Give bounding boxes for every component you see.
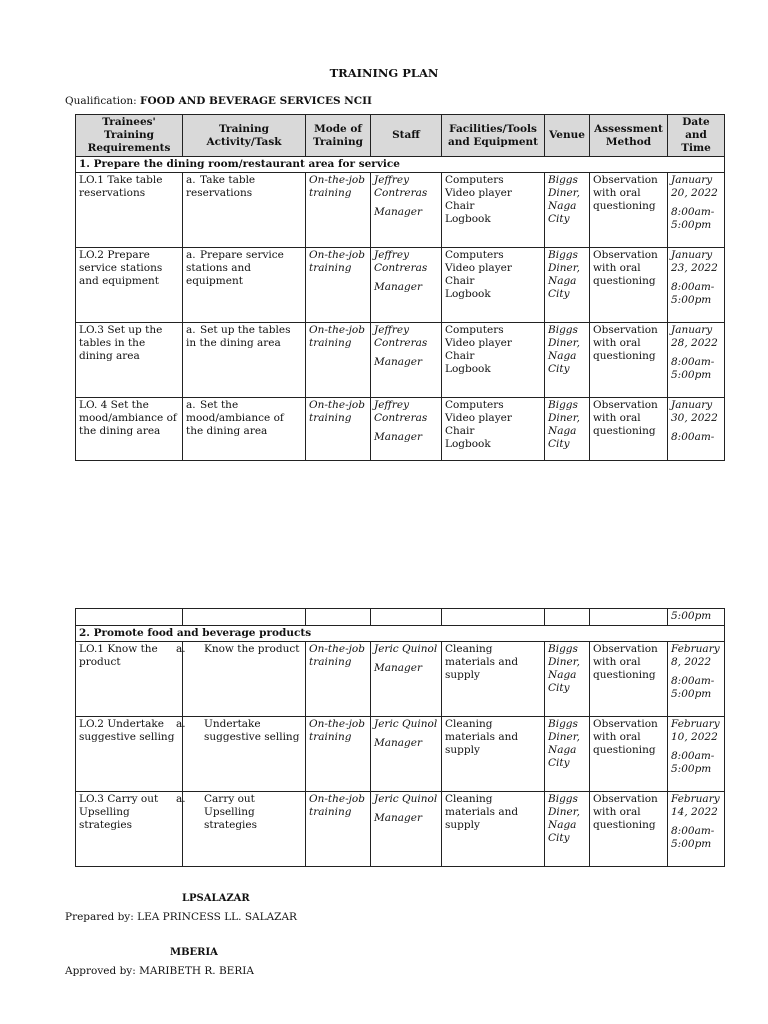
assessment-cell: Observation with oral questioning — [590, 642, 668, 717]
staff-role: Manager — [374, 737, 422, 749]
facility-item: Computers — [445, 399, 504, 411]
staff-name: Jeffrey Contreras — [374, 249, 428, 274]
header-mode: Mode of Training — [306, 115, 371, 157]
staff-name: Jeric Quinol — [374, 793, 438, 805]
activity-marker: a. — [186, 249, 196, 261]
qualification-line — [65, 95, 372, 107]
activity-cell — [176, 642, 306, 717]
date-time-cell — [668, 173, 725, 248]
time-text: 8:00am-5:00pm — [671, 356, 715, 381]
staff-cell — [371, 248, 442, 323]
time-text: 8:00am-5:00pm — [671, 675, 715, 700]
staff-role: Manager — [374, 206, 422, 218]
approved-name: MARIBETH R. BERIA — [139, 965, 254, 977]
facility-item: Video player — [445, 262, 512, 274]
facility-item: Computers — [445, 324, 504, 336]
prepared-label: Prepared by: — [65, 911, 134, 923]
table-row — [76, 323, 725, 398]
mode-cell: On-the-job training — [306, 323, 371, 398]
facilities-cell: Cleaning materials and supply — [442, 792, 545, 867]
mode-cell: On-the-job training — [306, 717, 371, 792]
facility-item: Chair — [445, 275, 475, 287]
date-time-cell — [668, 717, 725, 792]
date-text: January 28, 2022 — [671, 324, 718, 349]
requirement-cell: LO.2 Undertake suggestive selling — [76, 717, 183, 792]
activity-cell — [176, 717, 306, 792]
facility-item: Logbook — [445, 438, 491, 450]
approved-label: Approved by: — [65, 965, 136, 977]
header-requirements: Trainees' Training Requirements — [76, 115, 183, 157]
staff-name: Jeffrey Contreras — [374, 174, 428, 199]
assessment-cell: Observation with oral questioning — [590, 323, 668, 398]
table-row — [76, 248, 725, 323]
approved-signature: MBERIA — [170, 947, 218, 958]
facilities-cell: Cleaning materials and supply — [442, 642, 545, 717]
date-text: January 30, 2022 — [671, 399, 718, 424]
requirement-cell: LO.1 Take table reservations — [76, 173, 183, 248]
venue-cell: Biggs Diner, Naga City — [545, 248, 590, 323]
carryover-row — [76, 609, 725, 626]
mode-cell: On-the-job training — [306, 642, 371, 717]
training-plan-table-page2 — [75, 608, 725, 867]
activity-marker: a. — [176, 643, 186, 655]
facilities-cell — [442, 398, 545, 461]
table-row — [76, 717, 725, 792]
training-plan-table-page1 — [75, 114, 725, 461]
table-row — [76, 398, 725, 461]
activity-cell — [176, 792, 306, 867]
table-row — [76, 792, 725, 867]
time-text: 8:00am-5:00pm — [671, 206, 715, 231]
table-row — [76, 173, 725, 248]
date-text: February 8, 2022 — [671, 643, 720, 668]
venue-cell: Biggs Diner, Naga City — [545, 642, 590, 717]
mode-cell: On-the-job training — [306, 248, 371, 323]
facility-item: Video player — [445, 187, 512, 199]
date-time-cell — [668, 792, 725, 867]
section-heading-row — [76, 157, 725, 173]
requirement-cell: LO.3 Carry out Upselling strategies — [76, 792, 183, 867]
staff-name: Jeffrey Contreras — [374, 399, 428, 424]
activity-text: Set up the tables in the dining area — [186, 324, 291, 349]
staff-role: Manager — [374, 281, 422, 293]
date-text: January 23, 2022 — [671, 249, 718, 274]
venue-cell: Biggs Diner, Naga City — [545, 717, 590, 792]
staff-role: Manager — [374, 431, 422, 443]
staff-cell — [371, 398, 442, 461]
staff-cell — [371, 642, 442, 717]
qualification-label: Qualification: — [65, 95, 137, 107]
staff-name: Jeric Quinol — [374, 718, 438, 730]
activity-cell — [183, 398, 306, 461]
date-time-cell — [668, 642, 725, 717]
requirement-cell: LO.2 Prepare service stations and equipment — [76, 248, 183, 323]
header-row — [76, 115, 725, 157]
header-facilities: Facilities/Tools and Equipment — [442, 115, 545, 157]
header-date-time: Date and Time — [668, 115, 725, 157]
prepared-signature: LPSALAZAR — [182, 893, 250, 904]
facility-item: Logbook — [445, 363, 491, 375]
staff-role: Manager — [374, 356, 422, 368]
section-2-heading: 2. Promote food and beverage products — [76, 626, 725, 642]
assessment-cell: Observation with oral questioning — [590, 398, 668, 461]
mode-cell: On-the-job training — [306, 398, 371, 461]
assessment-cell: Observation with oral questioning — [590, 717, 668, 792]
activity-marker: a. — [186, 174, 196, 186]
activity-cell — [183, 323, 306, 398]
staff-role: Manager — [374, 662, 422, 674]
staff-cell — [371, 717, 442, 792]
date-time-cell — [668, 323, 725, 398]
venue-cell: Biggs Diner, Naga City — [545, 173, 590, 248]
date-time-cell — [668, 248, 725, 323]
time-text: 8:00am- — [671, 431, 715, 443]
date-text: February 10, 2022 — [671, 718, 720, 743]
facility-item: Logbook — [445, 288, 491, 300]
section-heading-row — [76, 626, 725, 642]
facility-item: Video player — [445, 337, 512, 349]
requirement-cell: LO.1 Know the product — [76, 642, 183, 717]
activity-marker: a. — [176, 793, 186, 805]
activity-marker: a. — [186, 399, 196, 411]
facility-item: Chair — [445, 200, 475, 212]
assessment-cell: Observation with oral questioning — [590, 173, 668, 248]
staff-cell — [371, 323, 442, 398]
activity-marker: a. — [186, 324, 196, 336]
facilities-cell — [442, 173, 545, 248]
activity-text: Know the product — [204, 643, 300, 655]
time-text: 8:00am-5:00pm — [671, 750, 715, 775]
header-staff: Staff — [371, 115, 442, 157]
facilities-cell — [442, 248, 545, 323]
table-row — [76, 642, 725, 717]
header-activity: Training Activity/Task — [183, 115, 306, 157]
staff-name: Jeric Quinol — [374, 643, 438, 655]
venue-cell: Biggs Diner, Naga City — [545, 323, 590, 398]
staff-role: Manager — [374, 812, 422, 824]
activity-cell — [183, 173, 306, 248]
date-text: February 14, 2022 — [671, 793, 720, 818]
facility-item: Chair — [445, 350, 475, 362]
activity-marker: a. — [176, 718, 186, 730]
facility-item: Video player — [445, 412, 512, 424]
qualification-value: FOOD AND BEVERAGE SERVICES NCII — [140, 95, 372, 107]
prepared-name: LEA PRINCESS LL. SALAZAR — [137, 911, 297, 923]
requirement-cell: LO.3 Set up the tables in the dining area — [76, 323, 183, 398]
assessment-cell: Observation with oral questioning — [590, 792, 668, 867]
header-venue: Venue — [545, 115, 590, 157]
date-text: January 20, 2022 — [671, 174, 718, 199]
activity-cell — [183, 248, 306, 323]
facility-item: Computers — [445, 249, 504, 261]
activity-text: Undertake suggestive selling — [204, 718, 300, 743]
staff-cell — [371, 173, 442, 248]
activity-text: Carry out Upselling strategies — [204, 793, 258, 831]
requirement-cell: LO. 4 Set the mood/ambiance of the dining area — [76, 398, 183, 461]
facilities-cell — [442, 323, 545, 398]
facility-item: Chair — [445, 425, 475, 437]
facilities-cell: Cleaning materials and supply — [442, 717, 545, 792]
document-title: TRAINING PLAN — [329, 66, 439, 80]
date-time-cell — [668, 398, 725, 461]
activity-text: Take table reservations — [186, 174, 256, 199]
carryover-time: 5:00pm — [668, 609, 725, 626]
mode-cell: On-the-job training — [306, 792, 371, 867]
header-assessment: Assessment Method — [590, 115, 668, 157]
time-text: 8:00am-5:00pm — [671, 825, 715, 850]
assessment-cell: Observation with oral questioning — [590, 248, 668, 323]
activity-text: Set the mood/ambiance of the dining area — [186, 399, 284, 437]
venue-cell: Biggs Diner, Naga City — [545, 398, 590, 461]
venue-cell: Biggs Diner, Naga City — [545, 792, 590, 867]
section-1-heading: 1. Prepare the dining room/restaurant area for service — [76, 157, 725, 173]
facility-item: Computers — [445, 174, 504, 186]
staff-cell — [371, 792, 442, 867]
mode-cell: On-the-job training — [306, 173, 371, 248]
activity-text: Prepare service stations and equipment — [186, 249, 284, 287]
time-text: 8:00am-5:00pm — [671, 281, 715, 306]
facility-item: Logbook — [445, 213, 491, 225]
staff-name: Jeffrey Contreras — [374, 324, 428, 349]
